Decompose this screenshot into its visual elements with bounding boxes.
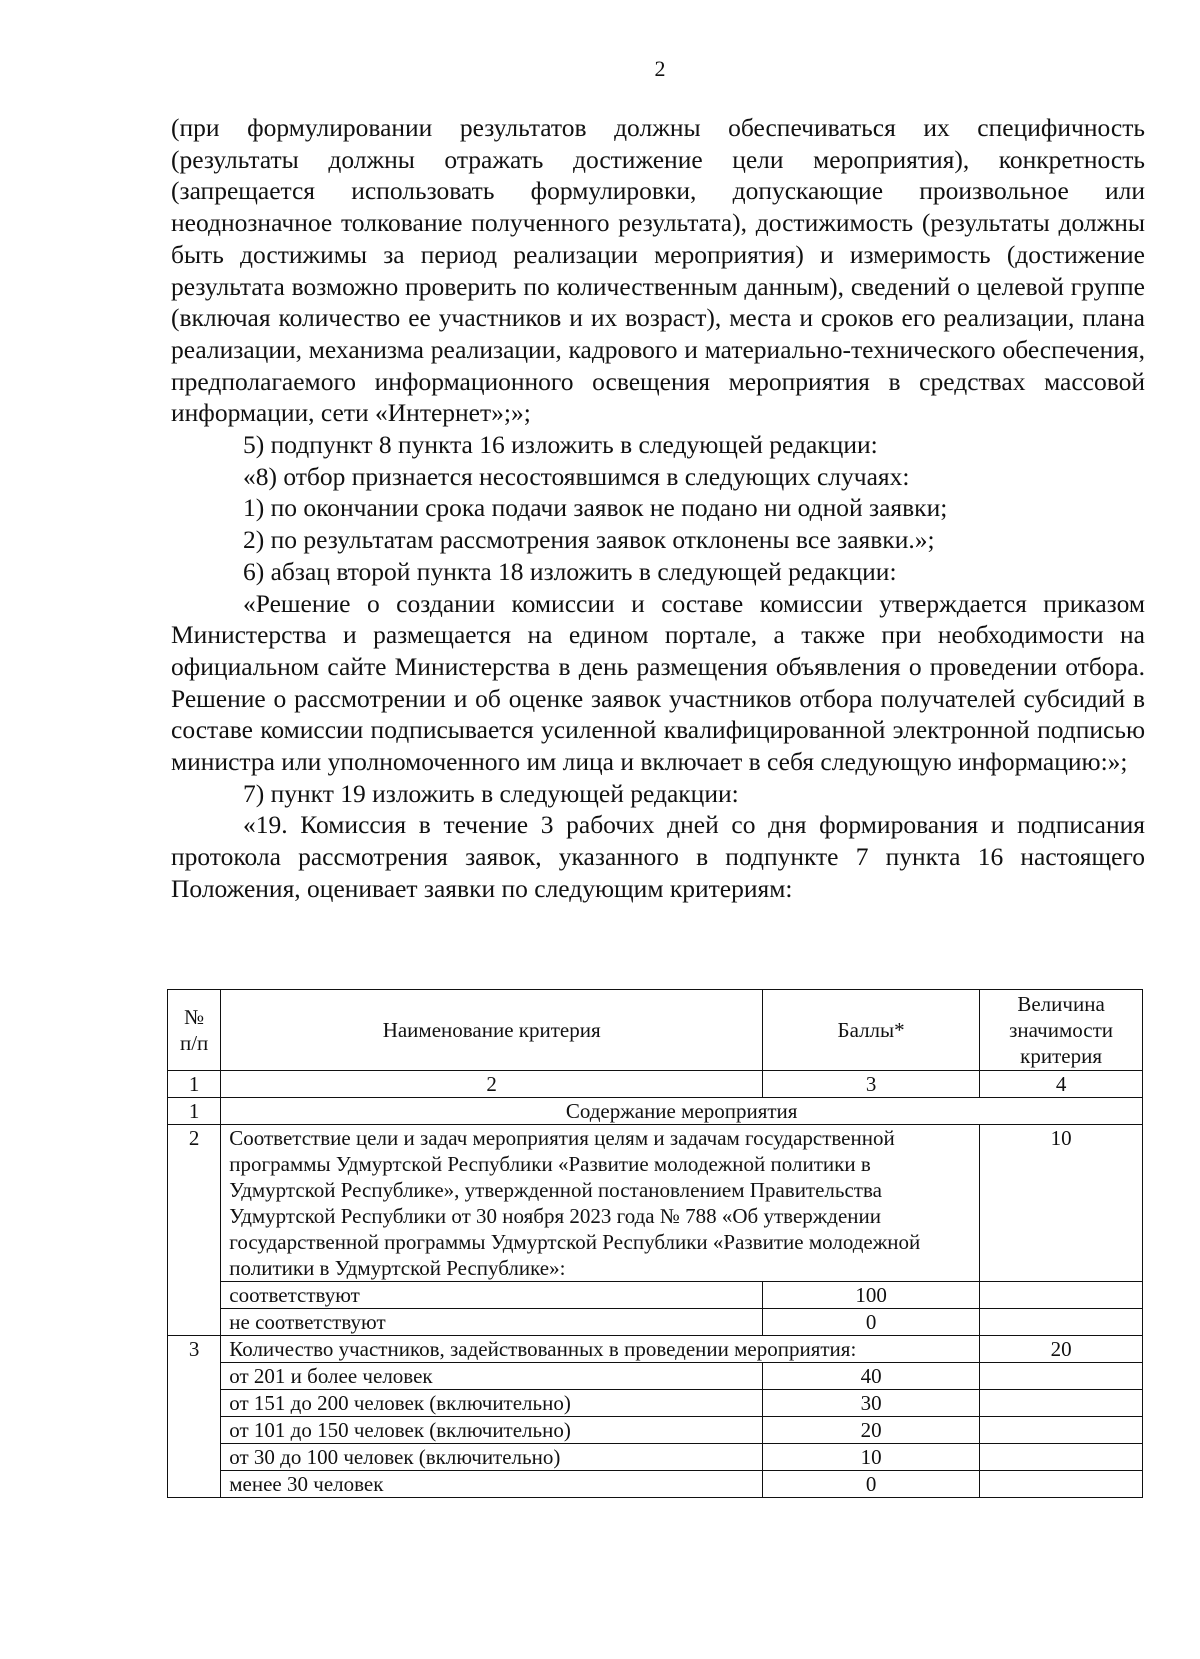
empty-cell	[980, 1390, 1143, 1417]
paragraph: «Решение о создании комиссии и составе комиссии утверждается приказом Министерства и размещается на едином портале, а также при необходимости на официальном сайте Министерства в день размещения объявления о проведении отбора. Решение о рассмотрении и об оценке заявок участников отбора получателей субсидий в составе комиссии подписывается усиленной квалифицированной электронной подписью министра или уполномоченного им лица и включает в себя следующую информацию:»;	[171, 588, 1145, 777]
header-points: Баллы*	[763, 990, 980, 1071]
empty-cell	[980, 1444, 1143, 1471]
option-points: 40	[763, 1363, 980, 1390]
col-number: 3	[763, 1071, 980, 1098]
page-number: 2	[654, 56, 666, 81]
col-number: 4	[980, 1071, 1143, 1098]
criterion-row	[168, 1336, 1143, 1363]
section-title: Содержание мероприятия	[221, 1098, 1143, 1125]
criterion-weight: 10	[980, 1125, 1143, 1282]
option-label: соответствуют	[221, 1282, 763, 1309]
criteria-table	[167, 989, 1143, 1498]
option-points: 30	[763, 1390, 980, 1417]
option-row	[168, 1282, 1143, 1309]
option-label: от 201 и более человек	[221, 1363, 763, 1390]
option-label: менее 30 человек	[221, 1471, 763, 1498]
option-row	[168, 1444, 1143, 1471]
paragraph: 6) абзац второй пункта 18 изложить в следующей редакции:	[243, 556, 897, 586]
section-row	[168, 1098, 1143, 1125]
option-row	[168, 1390, 1143, 1417]
criterion-text: Количество участников, задействованных в проведении мероприятия:	[221, 1336, 980, 1363]
col-number: 2	[221, 1071, 763, 1098]
header-num: № п/п	[168, 990, 221, 1071]
paragraph: «19. Комиссия в течение 3 рабочих дней со дня формирования и подписания протокола рассмотрения заявок, указанного в подпункте 7 пункта 16 настоящего Положения, оценивает заявки по следующим критериям:	[171, 810, 1145, 903]
paragraph: «8) отбор признается несостоявшимся в следующих случаях:	[243, 461, 910, 491]
option-points: 0	[763, 1309, 980, 1336]
col-number: 1	[168, 1071, 221, 1098]
criterion-text: Соответствие цели и задач мероприятия целям и задачам государственной программы Удмуртской Республики «Развитие молодежной политики в Удмуртской Республике», утвержденной постановлением Правительства Удмуртской Республики от 30 ноября 2023 года № 788 «Об утверждении государственной программы Удмуртской Республики «Развитие молодежной политики в Удмуртской Республике»:	[221, 1125, 980, 1282]
option-label: от 151 до 200 человек (включительно)	[221, 1390, 763, 1417]
empty-cell	[980, 1282, 1143, 1309]
table-header-row	[168, 990, 1143, 1071]
option-row	[168, 1417, 1143, 1444]
header-weight: Величина значимости критерия	[980, 990, 1143, 1071]
criterion-row	[168, 1125, 1143, 1282]
criterion-num: 2	[168, 1125, 221, 1336]
paragraph: 7) пункт 19 изложить в следующей редакции:	[243, 778, 739, 808]
option-label: от 101 до 150 человек (включительно)	[221, 1417, 763, 1444]
empty-cell	[980, 1309, 1143, 1336]
option-label: от 30 до 100 человек (включительно)	[221, 1444, 763, 1471]
criterion-num: 3	[168, 1336, 221, 1498]
header-name: Наименование критерия	[221, 990, 763, 1071]
option-points: 20	[763, 1417, 980, 1444]
option-row	[168, 1309, 1143, 1336]
paragraph: 2) по результатам рассмотрения заявок отклонены все заявки.»;	[243, 525, 935, 555]
empty-cell	[980, 1363, 1143, 1390]
option-points: 100	[763, 1282, 980, 1309]
empty-cell	[980, 1417, 1143, 1444]
section-num: 1	[168, 1098, 221, 1125]
option-row	[168, 1471, 1143, 1498]
criterion-weight: 20	[980, 1336, 1143, 1363]
option-row	[168, 1363, 1143, 1390]
paragraph: (при формулировании результатов должны обеспечиваться их специфичность (результаты должны отражать достижение цели мероприятия), конкретность (запрещается использовать формулировки, допускающие произвольное или неоднозначное толкование полученного результата), достижимость (результаты должны быть достижимы за период реализации мероприятия) и измеримость (достижение результата возможно проверить по количественным данным), сведений о целевой группе (включая количество ее участников и их возраст), места и сроков его реализации, плана реализации, механизма реализации, кадрового и материально-технического обеспечения, предполагаемого информационного освещения мероприятия в средствах массовой информации, сети «Интернет»;»;	[171, 113, 1145, 428]
option-points: 10	[763, 1444, 980, 1471]
paragraph: 5) подпункт 8 пункта 16 изложить в следующей редакции:	[243, 430, 878, 460]
empty-cell	[980, 1471, 1143, 1498]
paragraph: 1) по окончании срока подачи заявок не подано ни одной заявки;	[243, 493, 948, 523]
document-body	[171, 112, 1145, 905]
option-points: 0	[763, 1471, 980, 1498]
column-number-row	[168, 1071, 1143, 1098]
option-label: не соответствуют	[221, 1309, 763, 1336]
